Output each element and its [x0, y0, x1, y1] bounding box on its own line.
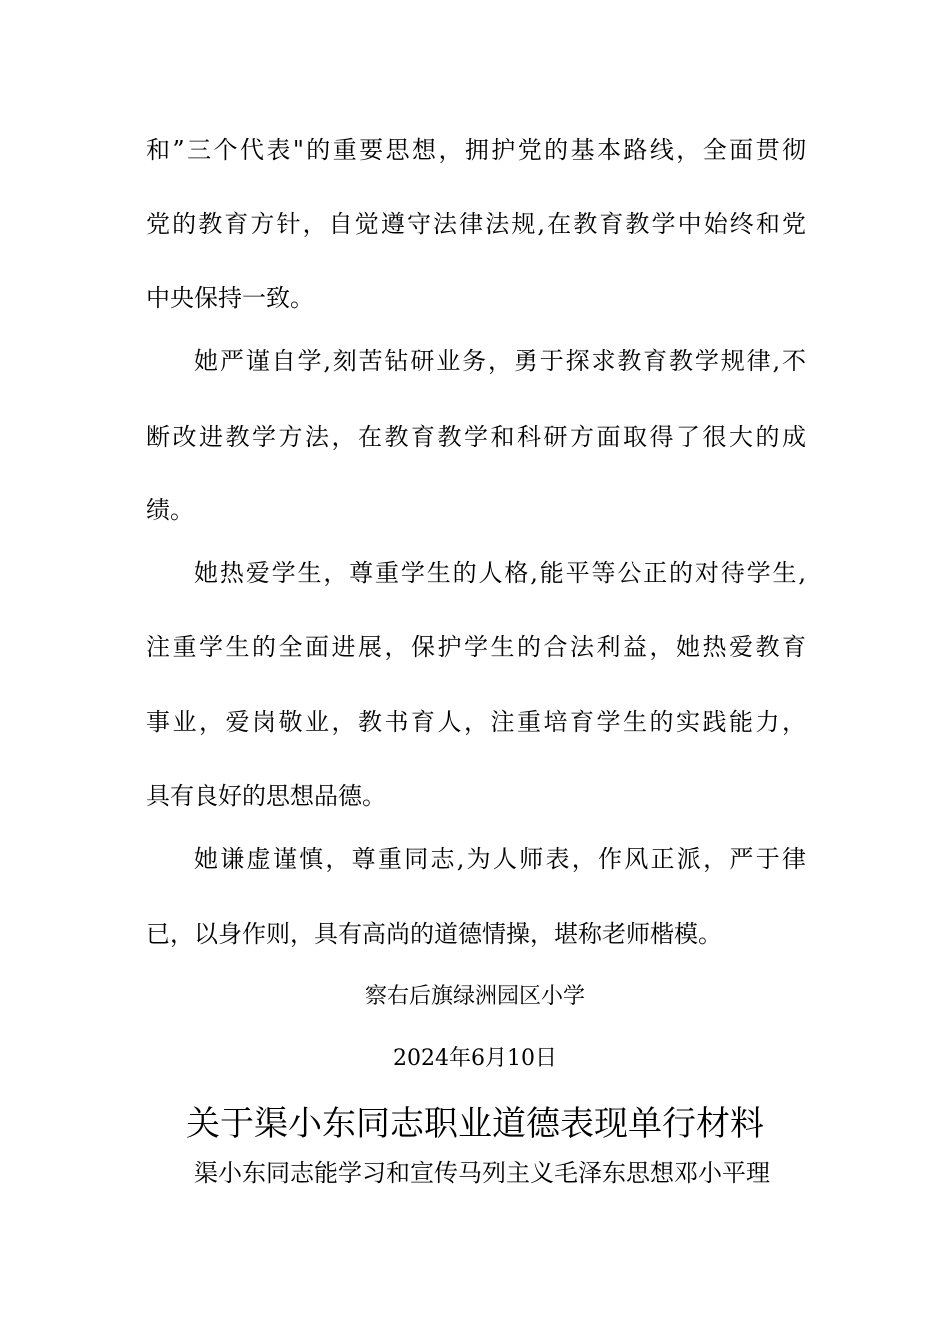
paragraph-1-line-2: 党的教育方针，自觉遵守法律法规,在教育教学中始终和党: [146, 210, 806, 238]
paragraph-3-line-1: 她热爱学生，尊重学生的人格,能平等公正的对待学生,: [194, 559, 806, 587]
paragraph-2-line-3: 绩。: [146, 496, 194, 524]
paragraph-3-line-4: 具有良好的思想品德。: [146, 782, 386, 810]
paragraph-3-line-3: 事业，爱岗敬业，教书育人，注重培育学生的实践能力，: [146, 708, 806, 736]
signature-organization: 察右后旗绿洲园区小学: [364, 984, 585, 1009]
section-title: 关于渠小东同志职业道德表现单行材料: [186, 1104, 764, 1144]
paragraph-4-line-2: 已，以身作则，具有高尚的道德情操，堪称老师楷模。: [146, 920, 722, 948]
signature-date: 2024年6月10日: [393, 1046, 557, 1071]
paragraph-1-line-1: 和”三个代表"的重要思想，拥护党的基本路线，全面贯彻: [146, 136, 806, 164]
section-first-line: 渠小东同志能学习和宣传马列主义毛泽东思想邓小平理: [194, 1159, 770, 1187]
paragraph-2-line-1: 她严谨自学,刻苦钻研业务，勇于探求教育教学规律,不: [194, 347, 806, 375]
paragraph-1-line-3: 中央保持一致。: [146, 284, 314, 312]
paragraph-4-line-1: 她谦虚谨慎，尊重同志,为人师表，作风正派，严于律: [194, 845, 806, 873]
paragraph-3-line-2: 注重学生的全面进展，保护学生的合法利益，她热爱教育: [146, 633, 806, 661]
paragraph-2-line-2: 断改进教学方法，在教育教学和科研方面取得了很大的成: [146, 423, 806, 451]
